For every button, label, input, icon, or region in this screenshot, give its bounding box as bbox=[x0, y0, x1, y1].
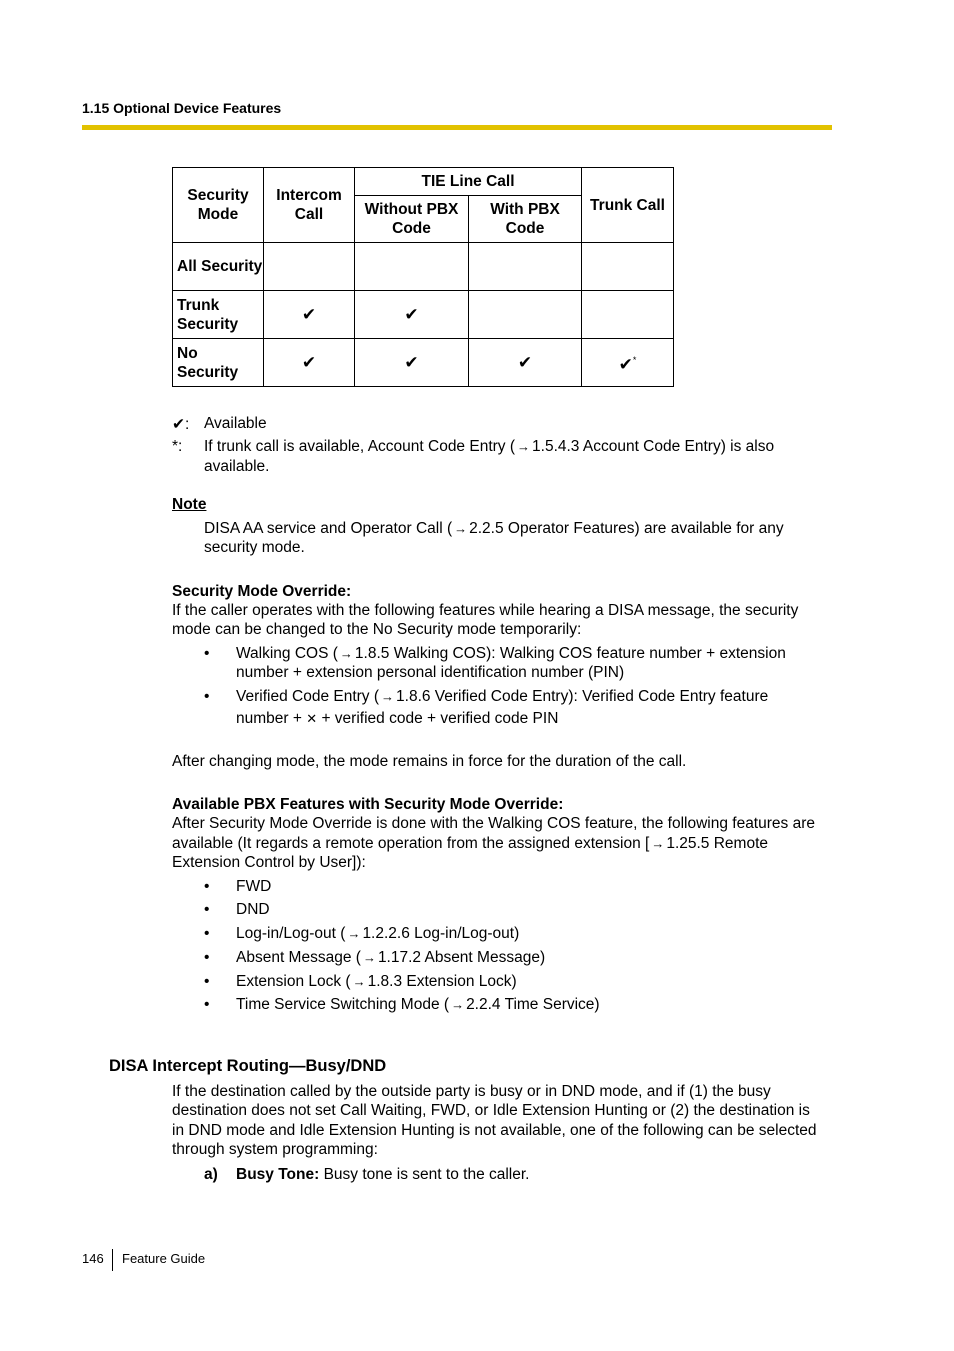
paragraph-text: available (It regards a remote operation from the assigned extension [ bbox=[172, 835, 650, 852]
arrow-right-icon: → bbox=[451, 997, 465, 1012]
intercept-l3: in DND mode and Idle Extension Hunting is not available, one of the following can be selected bbox=[172, 1122, 817, 1139]
item-bold-label: Busy Tone: bbox=[236, 1166, 320, 1183]
note-heading: Note bbox=[172, 496, 207, 513]
list-ref: 1.2.2.6 Log-in/Log-out) bbox=[362, 925, 520, 942]
list-ref: 1.8.3 Extension Lock) bbox=[367, 973, 517, 990]
note-line2: security mode. bbox=[204, 539, 305, 556]
list-item bbox=[236, 995, 600, 1015]
override-b2-l1 bbox=[236, 687, 768, 707]
bullet-icon: • bbox=[204, 878, 210, 895]
list-item bbox=[236, 972, 517, 992]
arrow-right-icon: → bbox=[517, 439, 531, 454]
bullet-ref: 1.8.6 Verified Code Entry): Verified Code Entry feature bbox=[396, 688, 769, 705]
available-p-l1: After Security Mode Override is done with the Walking COS feature, the following features are bbox=[172, 815, 815, 832]
bullet-icon: • bbox=[204, 996, 210, 1013]
cell bbox=[582, 291, 674, 339]
item-text: Busy tone is sent to the caller. bbox=[323, 1166, 530, 1183]
item-marker: a) bbox=[204, 1166, 218, 1183]
list-item bbox=[236, 948, 545, 968]
list-ref: 1.17.2 Absent Message) bbox=[377, 949, 546, 966]
arrow-right-icon: → bbox=[362, 950, 376, 965]
row-label: No Security bbox=[173, 339, 264, 387]
legend-star-line2: available. bbox=[204, 458, 270, 475]
available-heading: Available PBX Features with Security Mode Override: bbox=[172, 796, 564, 813]
legend-star-text: If trunk call is available, Account Code Entry ( bbox=[204, 438, 516, 455]
intercept-l4: through system programming: bbox=[172, 1141, 378, 1158]
list-item: FWD bbox=[236, 878, 272, 895]
arrow-right-icon: → bbox=[454, 521, 468, 536]
override-after: After changing mode, the mode remains in force for the duration of the call. bbox=[172, 753, 687, 770]
override-b2-l2 bbox=[236, 709, 558, 729]
running-header: 1.15 Optional Device Features bbox=[82, 100, 282, 116]
legend-check-text: Available bbox=[204, 415, 267, 432]
note-text: DISA AA service and Operator Call ( bbox=[204, 520, 453, 537]
override-b1-l2: number + extension personal identification number (PIN) bbox=[236, 664, 625, 681]
bullet-text: number + bbox=[236, 710, 302, 727]
override-b1-l1 bbox=[236, 644, 786, 664]
intercept-l1: If the destination called by the outside party is busy or in DND mode, and if (1) the busy bbox=[172, 1083, 771, 1100]
legend-check-symbol: ✔: bbox=[172, 416, 190, 433]
row-label: All Security bbox=[173, 243, 264, 291]
check-icon: ✔ bbox=[355, 291, 469, 339]
bullet-text: Walking COS ( bbox=[236, 645, 338, 662]
bullet-text: Verified Code Entry ( bbox=[236, 688, 380, 705]
list-text: Log-in/Log-out ( bbox=[236, 925, 346, 942]
list-text: Extension Lock ( bbox=[236, 973, 351, 990]
legend-star-line1 bbox=[204, 437, 774, 457]
list-text: Time Service Switching Mode ( bbox=[236, 996, 450, 1013]
th-intercom-call: Intercom Call bbox=[264, 168, 355, 243]
list-ref: 2.2.4 Time Service) bbox=[466, 996, 600, 1013]
note-line1 bbox=[204, 519, 784, 539]
check-icon: ✔ bbox=[264, 339, 355, 387]
th-trunk-call: Trunk Call bbox=[582, 168, 674, 243]
legend-star-ref: 1.5.4.3 Account Code Entry) is also bbox=[532, 438, 775, 455]
footer-title: Feature Guide bbox=[122, 1251, 206, 1266]
bullet-icon: • bbox=[204, 949, 210, 966]
list-item bbox=[236, 924, 519, 944]
footer-divider bbox=[112, 1249, 113, 1271]
check-icon: ✔ bbox=[469, 339, 582, 387]
override-p1-l1: If the caller operates with the following features while hearing a DISA message, the security bbox=[172, 602, 799, 619]
arrow-right-icon: → bbox=[339, 646, 353, 661]
bullet-icon: • bbox=[204, 901, 210, 918]
th-security-mode: Security Mode bbox=[173, 168, 264, 243]
bullet-icon: • bbox=[204, 973, 210, 990]
table-row bbox=[173, 291, 674, 339]
override-p1-l2: mode can be changed to the No Security mode temporarily: bbox=[172, 621, 582, 638]
th-without-pbx-code: Without PBX Code bbox=[355, 196, 469, 243]
arrow-right-icon: → bbox=[381, 689, 395, 704]
arrow-right-icon: → bbox=[347, 926, 361, 941]
arrow-right-icon: → bbox=[651, 836, 665, 851]
section-heading: DISA Intercept Routing—Busy/DND bbox=[109, 1057, 387, 1075]
check-icon: ✔ bbox=[618, 355, 633, 374]
security-mode-table bbox=[172, 167, 674, 387]
list-text: Absent Message ( bbox=[236, 949, 361, 966]
arrow-right-icon: → bbox=[352, 974, 366, 989]
cell bbox=[582, 243, 674, 291]
available-p-l3: Extension Control by User]): bbox=[172, 854, 366, 871]
cell bbox=[469, 243, 582, 291]
available-p-l2 bbox=[172, 834, 768, 854]
page-number: 146 bbox=[82, 1251, 104, 1266]
th-tie-line-call: TIE Line Call bbox=[355, 168, 582, 196]
row-label: Trunk Security bbox=[173, 291, 264, 339]
check-icon: ✔ bbox=[355, 339, 469, 387]
intercept-l2: destination does not set Call Waiting, FWD, or Idle Extension Hunting or (2) the destination is bbox=[172, 1102, 810, 1119]
intercept-item bbox=[236, 1165, 529, 1185]
table-row bbox=[173, 243, 674, 291]
cell bbox=[469, 291, 582, 339]
cell bbox=[264, 243, 355, 291]
override-heading: Security Mode Override: bbox=[172, 583, 352, 600]
note-ref: 2.2.5 Operator Features) are available for any bbox=[469, 520, 784, 537]
bullet-icon: • bbox=[204, 645, 210, 662]
bullet-ref: 1.8.5 Walking COS): Walking COS feature number + extension bbox=[354, 645, 786, 662]
legend-star-symbol: *: bbox=[172, 438, 183, 455]
bullet-text: + verified code + verified code PIN bbox=[321, 710, 559, 727]
footnote-mark: * bbox=[632, 355, 637, 365]
bullet-icon: • bbox=[204, 688, 210, 705]
table-row bbox=[173, 339, 674, 387]
header-rule bbox=[82, 125, 832, 130]
list-item: DND bbox=[236, 901, 270, 918]
th-with-pbx-code: With PBX Code bbox=[469, 196, 582, 243]
paragraph-ref: 1.25.5 Remote bbox=[666, 835, 769, 852]
star-key-icon: ✕ bbox=[306, 711, 318, 726]
check-icon: ✔ bbox=[264, 291, 355, 339]
bullet-icon: • bbox=[204, 925, 210, 942]
cell bbox=[355, 243, 469, 291]
check-cell bbox=[582, 339, 674, 387]
